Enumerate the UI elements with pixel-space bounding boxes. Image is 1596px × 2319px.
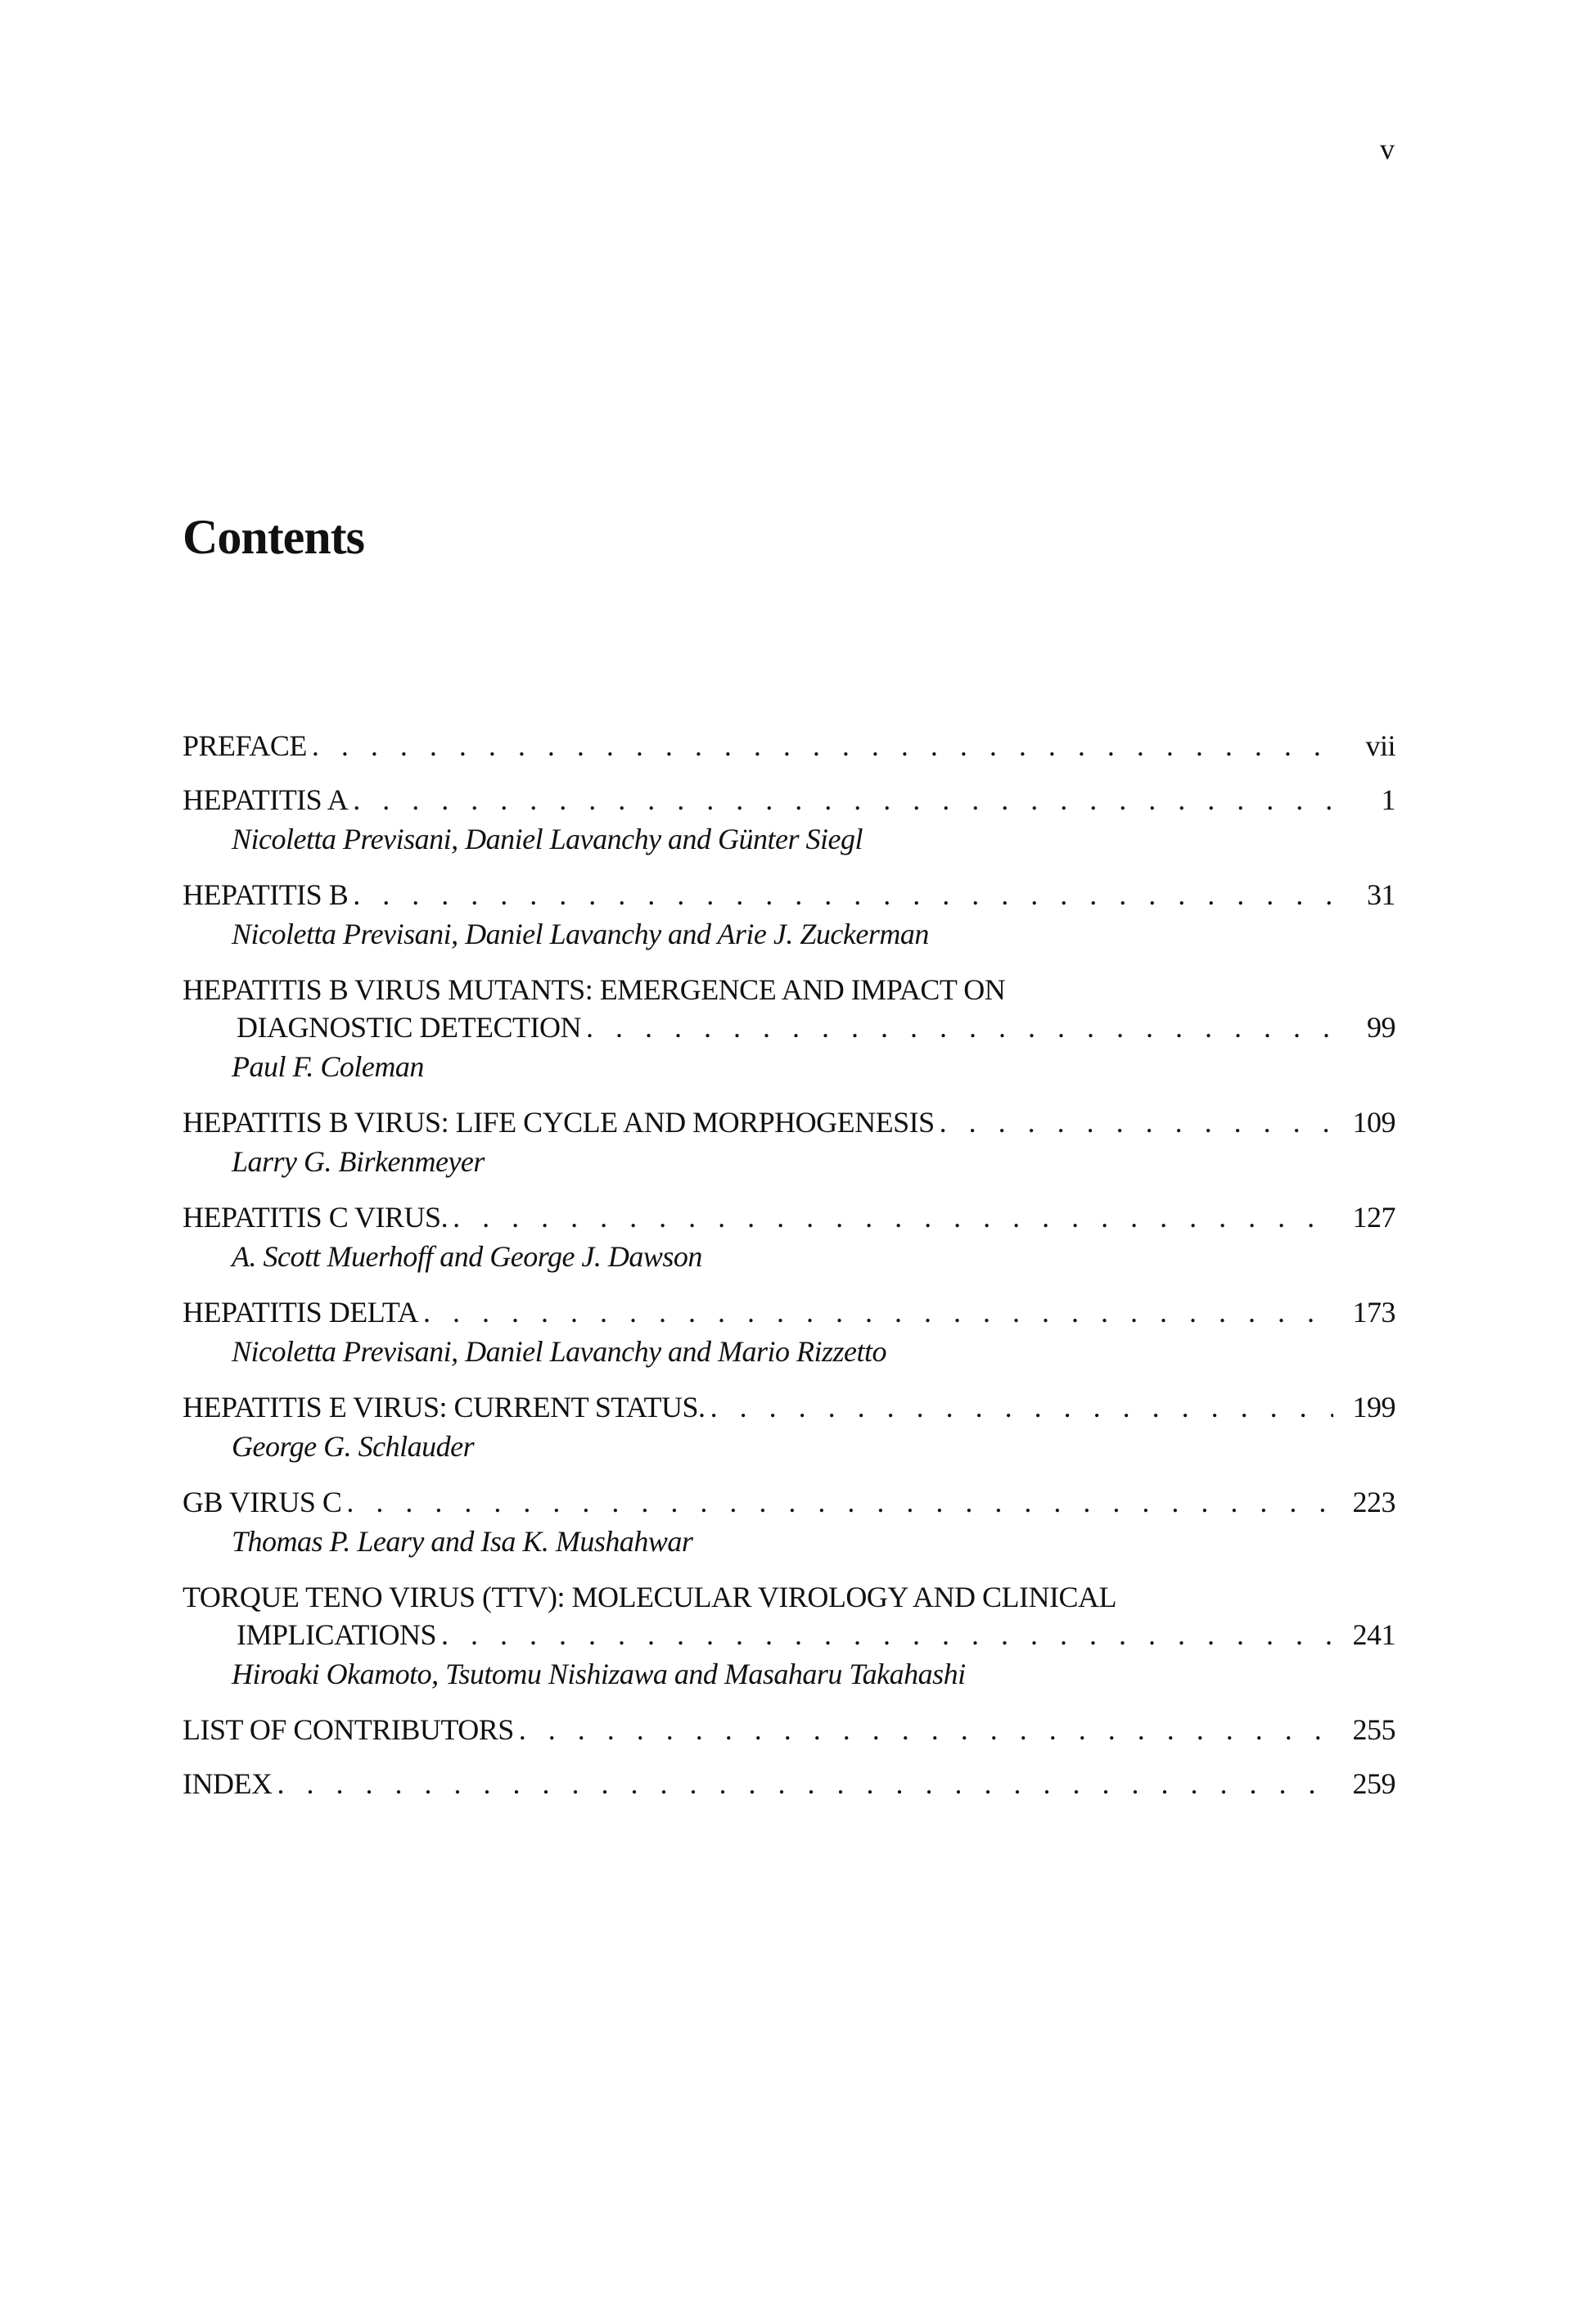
toc-entry-hepatitis-b[interactable] <box>183 876 1395 954</box>
toc-title: HEPATITIS DELTA <box>183 1296 418 1329</box>
toc-line <box>183 1198 1395 1236</box>
dot-leader <box>586 1008 1333 1046</box>
toc-entry-hbv-life-cycle[interactable] <box>183 1103 1395 1182</box>
toc-title: PREFACE <box>183 729 307 762</box>
toc-page-number: 31 <box>1367 878 1395 911</box>
toc-authors: Nicoletta Previsani, Daniel Lavanchy and Günter Siegl <box>232 823 863 855</box>
contents-heading: Contents <box>183 510 365 564</box>
toc-page-number: 255 <box>1352 1713 1395 1746</box>
toc-line <box>183 1008 1395 1046</box>
toc-title: HEPATITIS C VIRUS. <box>183 1201 449 1234</box>
toc-authors: Thomas P. Leary and Isa K. Mushahwar <box>232 1525 693 1558</box>
toc-entry-hbv-mutants[interactable] <box>183 971 1395 1087</box>
toc-line <box>183 971 1395 1008</box>
table-of-contents <box>183 727 1395 1819</box>
toc-entry-gb-virus-c[interactable] <box>183 1483 1395 1562</box>
toc-authors: Larry G. Birkenmeyer <box>232 1145 485 1178</box>
dot-leader <box>423 1293 1333 1331</box>
toc-line <box>183 1711 1395 1748</box>
dot-leader <box>353 876 1333 914</box>
toc-entry-preface[interactable] <box>183 727 1395 765</box>
toc-title: DIAGNOSTIC DETECTION <box>237 1011 581 1044</box>
toc-title: GB VIRUS C <box>183 1486 342 1518</box>
toc-entry-ttv[interactable] <box>183 1578 1395 1694</box>
toc-line <box>183 1578 1395 1616</box>
dot-leader <box>940 1103 1333 1141</box>
dot-leader <box>453 1198 1333 1236</box>
toc-page-number: 173 <box>1352 1296 1395 1329</box>
toc-authors: Nicoletta Previsani, Daniel Lavanchy and Arie J. Zuckerman <box>232 918 929 950</box>
toc-entry-hepatitis-a[interactable] <box>183 781 1395 859</box>
toc-entry-index[interactable] <box>183 1765 1395 1802</box>
toc-title: LIST OF CONTRIBUTORS <box>183 1713 514 1746</box>
toc-title-line1: HEPATITIS B VIRUS MUTANTS: EMERGENCE AND IMPACT ON <box>183 973 1006 1006</box>
toc-entry-contributors[interactable] <box>183 1711 1395 1748</box>
toc-line <box>183 1103 1395 1141</box>
toc-title: HEPATITIS E VIRUS: CURRENT STATUS. <box>183 1391 706 1423</box>
toc-title-line1: TORQUE TENO VIRUS (TTV): MOLECULAR VIROLOGY AND CLINICAL <box>183 1581 1116 1613</box>
toc-line <box>183 1388 1395 1426</box>
toc-title: HEPATITIS B <box>183 878 349 911</box>
toc-page-number: 199 <box>1352 1391 1395 1423</box>
toc-authors: A. Scott Muerhoff and George J. Dawson <box>232 1240 702 1273</box>
toc-entry-hepatitis-e[interactable] <box>183 1388 1395 1467</box>
dot-leader <box>312 727 1333 765</box>
toc-authors: Hiroaki Okamoto, Tsutomu Nishizawa and Masaharu Takahashi <box>232 1658 966 1690</box>
dot-leader <box>353 781 1333 819</box>
toc-page-number: 1 <box>1381 783 1395 816</box>
toc-line <box>183 876 1395 914</box>
toc-line <box>183 1765 1395 1802</box>
toc-entry-hepatitis-delta[interactable] <box>183 1293 1395 1372</box>
dot-leader <box>346 1483 1333 1521</box>
toc-page-number: 127 <box>1352 1201 1395 1234</box>
toc-page-number: vii <box>1365 729 1395 762</box>
toc-page-number: 259 <box>1352 1767 1395 1800</box>
toc-authors: Nicoletta Previsani, Daniel Lavanchy and Mario Rizzetto <box>232 1335 887 1368</box>
toc-title: IMPLICATIONS <box>237 1618 437 1651</box>
dot-leader <box>710 1388 1333 1426</box>
toc-line <box>183 1483 1395 1521</box>
toc-title: HEPATITIS A <box>183 783 349 816</box>
toc-entry-hepatitis-c[interactable] <box>183 1198 1395 1277</box>
toc-line <box>183 781 1395 819</box>
dot-leader <box>441 1616 1333 1654</box>
toc-page-number: 99 <box>1367 1011 1395 1044</box>
dot-leader <box>519 1711 1333 1748</box>
toc-line <box>183 727 1395 765</box>
toc-page-number: 223 <box>1352 1486 1395 1518</box>
toc-page-number: 109 <box>1352 1106 1395 1139</box>
toc-title: INDEX <box>183 1767 273 1800</box>
toc-authors: George G. Schlauder <box>232 1430 475 1463</box>
toc-page-number: 241 <box>1352 1618 1395 1651</box>
dot-leader <box>277 1765 1333 1802</box>
toc-authors: Paul F. Coleman <box>232 1050 424 1083</box>
toc-line <box>183 1293 1395 1331</box>
toc-title: HEPATITIS B VIRUS: LIFE CYCLE AND MORPHOGENESIS <box>183 1106 935 1139</box>
toc-line <box>183 1616 1395 1654</box>
page-number: v <box>1380 133 1395 165</box>
